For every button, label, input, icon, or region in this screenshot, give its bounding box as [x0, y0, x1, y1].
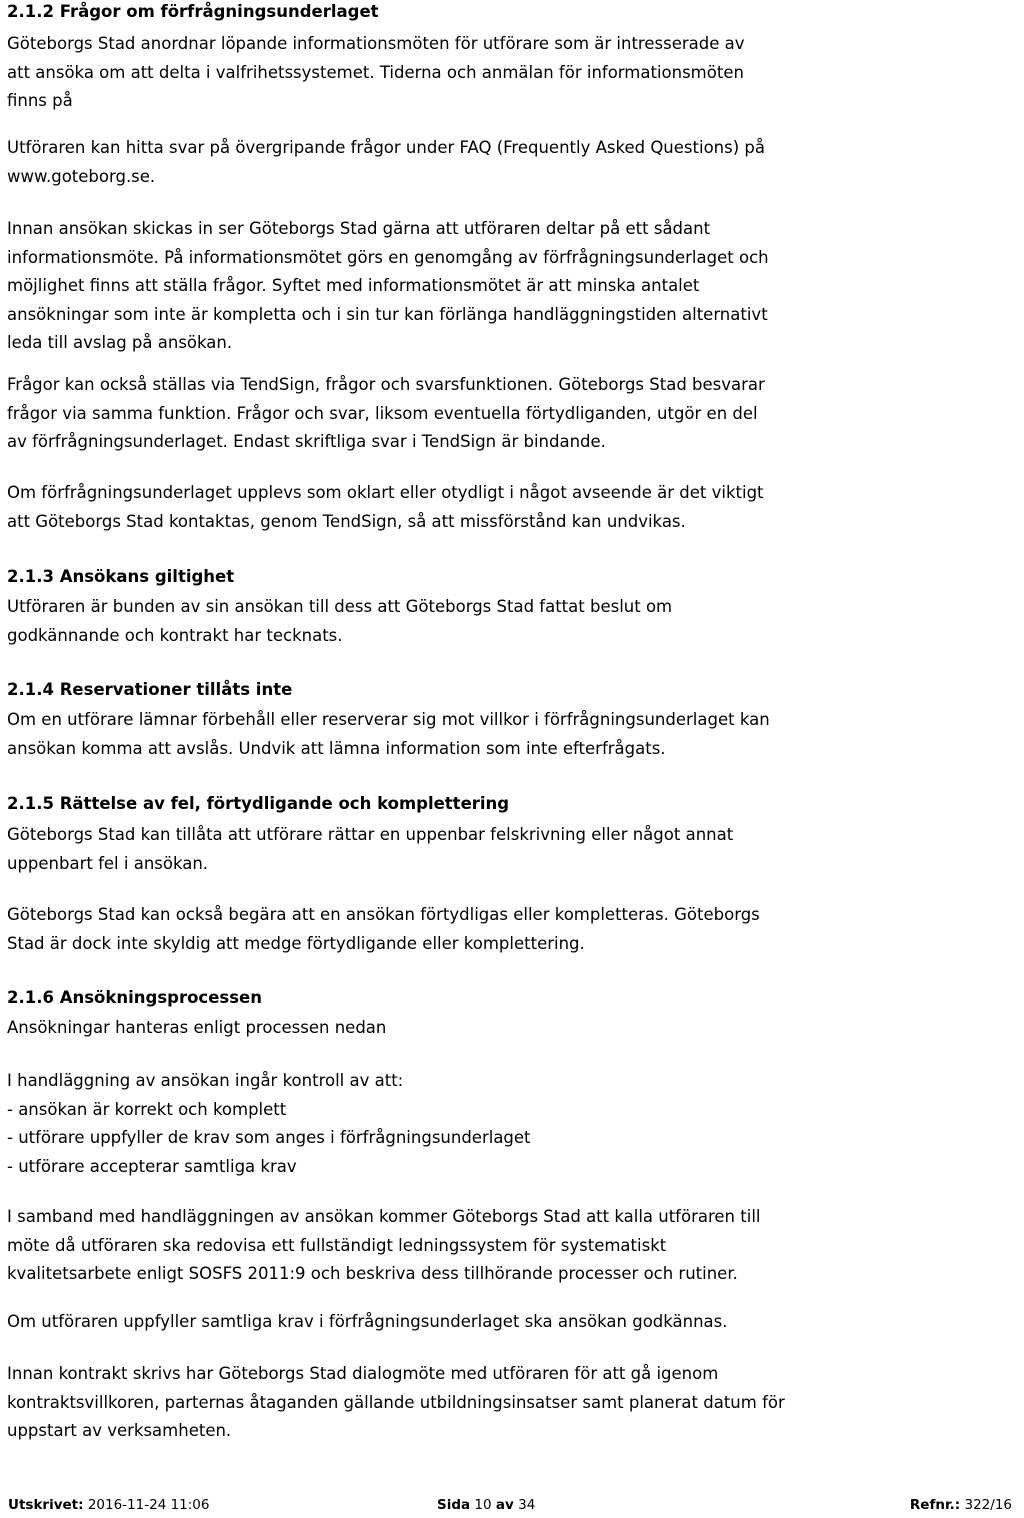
text-line: av förfrågningsunderlaget. Endast skriftliga svar i TendSign är bindande.	[7, 432, 606, 451]
text-line: Utföraren kan hitta svar på övergripande frågor under FAQ (Frequently Asked Questions) på	[7, 138, 765, 157]
text-line: www.goteborg.se.	[7, 166, 156, 186]
section-heading-2-1-5: 2.1.5 Rättelse av fel, förtydligande och komplettering	[7, 794, 510, 813]
section-heading-2-1-2: 2.1.2 Frågor om förfrågningsunderlaget	[7, 2, 379, 21]
printed-date	[8, 1492, 209, 1518]
paragraph-2-1-6-1	[7, 1014, 1007, 1043]
text-line: Ansökningar hanteras enligt processen nedan	[7, 1018, 387, 1037]
text-line: Innan ansökan skickas in ser Göteborgs Stad gärna att utföraren deltar på ett sådant	[7, 219, 711, 238]
text-line: möte då utföraren ska redovisa ett fullständigt ledningssystem för systematiskt	[7, 1235, 667, 1255]
text-line: frågor via samma funktion. Frågor och svar, liksom eventuella förtydliganden, utgör en del	[7, 403, 758, 423]
paragraph-2-1-2-5	[7, 479, 1007, 536]
text-line: I samband med handläggningen av ansökan kommer Göteborgs Stad att kalla utföraren till	[7, 1207, 761, 1226]
paragraph-2-1-6-3	[7, 1203, 1007, 1289]
section-heading-2-1-3: 2.1.3 Ansökans giltighet	[7, 567, 235, 586]
text-line: kvalitetsarbete enligt SOSFS 2011:9 och beskriva dess tillhörande processer och rutiner.	[7, 1264, 738, 1283]
text-line: Innan kontrakt skrivs har Göteborgs Stad dialogmöte med utföraren för att gå igenom	[7, 1364, 719, 1383]
text-line: möjlighet finns att ställa frågor. Syftet med informationsmötet är att minska antalet	[7, 276, 700, 295]
printed-label: Utskrivet:	[8, 1497, 84, 1513]
page-indicator	[437, 1492, 535, 1518]
text-line: leda till avslag på ansökan.	[7, 333, 233, 352]
text-line: I handläggning av ansökan ingår kontroll av att:	[7, 1071, 404, 1090]
text-line: kontraktsvillkoren, parternas åtaganden gällande utbildningsinsatser samt planerat datum för	[7, 1392, 785, 1412]
paragraph-2-1-2-2	[7, 134, 1007, 191]
page-footer	[0, 1492, 1012, 1518]
page-label: Sida	[437, 1497, 471, 1513]
page-number: 10	[474, 1497, 492, 1513]
reference-number	[910, 1492, 1012, 1518]
paragraph-2-1-5-2	[7, 901, 1007, 958]
text-line: - utförare uppfyller de krav som anges i förfrågningsunderlaget	[7, 1128, 531, 1147]
paragraph-2-1-3-1	[7, 593, 1007, 650]
paragraph-2-1-2-1	[7, 30, 1007, 116]
text-line: uppenbart fel i ansökan.	[7, 853, 209, 873]
section-heading-2-1-4: 2.1.4 Reservationer tillåts inte	[7, 680, 293, 699]
ref-label: Refnr.:	[909, 1497, 961, 1513]
paragraph-2-1-2-4	[7, 371, 1007, 457]
paragraph-2-1-4-1	[7, 706, 1007, 763]
text-line: Utföraren är bunden av sin ansökan till dess att Göteborgs Stad fattat beslut om	[7, 597, 673, 616]
text-line: att Göteborgs Stad kontaktas, genom TendSign, så att missförstånd kan undvikas.	[7, 511, 686, 531]
text-line: Om utföraren uppfyller samtliga krav i förfrågningsunderlaget ska ansökan godkännas.	[7, 1312, 728, 1331]
paragraph-2-1-6-4	[7, 1308, 1007, 1337]
paragraph-2-1-5-1	[7, 821, 1007, 878]
text-line: Göteborgs Stad kan tillåta att utförare rättar en uppenbar felskrivning eller något annat	[7, 825, 734, 844]
text-line: uppstart av verksamheten.	[7, 1421, 232, 1440]
text-line: finns på	[7, 91, 73, 110]
text-line: att ansöka om att delta i valfrihetssystemet. Tiderna och anmälan för informationsmöten	[7, 62, 744, 82]
page-total: 34	[518, 1497, 536, 1513]
printed-value: 2016-11-24 11:06	[87, 1497, 210, 1513]
section-heading-2-1-6: 2.1.6 Ansökningsprocessen	[7, 988, 262, 1007]
text-line: Stad är dock inte skyldig att medge förtydligande eller komplettering.	[7, 933, 585, 953]
text-line: godkännande och kontrakt har tecknats.	[7, 625, 343, 645]
text-line: Göteborgs Stad kan också begära att en ansökan förtydligas eller kompletteras. Göteborgs	[7, 905, 760, 924]
ref-value: 322/16	[964, 1497, 1012, 1513]
text-line: - ansökan är korrekt och komplett	[7, 1099, 287, 1119]
text-line: Om förfrågningsunderlaget upplevs som oklart eller otydligt i något avseende är det viktigt	[7, 483, 764, 502]
text-line: Frågor kan också ställas via TendSign, frågor och svarsfunktionen. Göteborgs Stad besvarar	[7, 375, 765, 394]
paragraph-2-1-6-5	[7, 1360, 1007, 1446]
text-line: informationsmöte. På informationsmötet görs en genomgång av förfrågningsunderlaget och	[7, 247, 769, 267]
paragraph-2-1-2-3	[7, 215, 1007, 358]
text-line: - utförare accepterar samtliga krav	[7, 1156, 297, 1176]
text-line: ansökan komma att avslås. Undvik att lämna information som inte efterfrågats.	[7, 738, 666, 758]
text-line: Göteborgs Stad anordnar löpande informationsmöten för utförare som är intresserade av	[7, 34, 745, 53]
text-line: Om en utförare lämnar förbehåll eller reserverar sig mot villkor i förfrågningsunderlaget kan	[7, 710, 770, 729]
page-of: av	[495, 1497, 514, 1513]
text-line: ansökningar som inte är kompletta och i sin tur kan förlänga handläggningstiden alternativt	[7, 304, 768, 324]
paragraph-2-1-6-2	[7, 1067, 1007, 1181]
